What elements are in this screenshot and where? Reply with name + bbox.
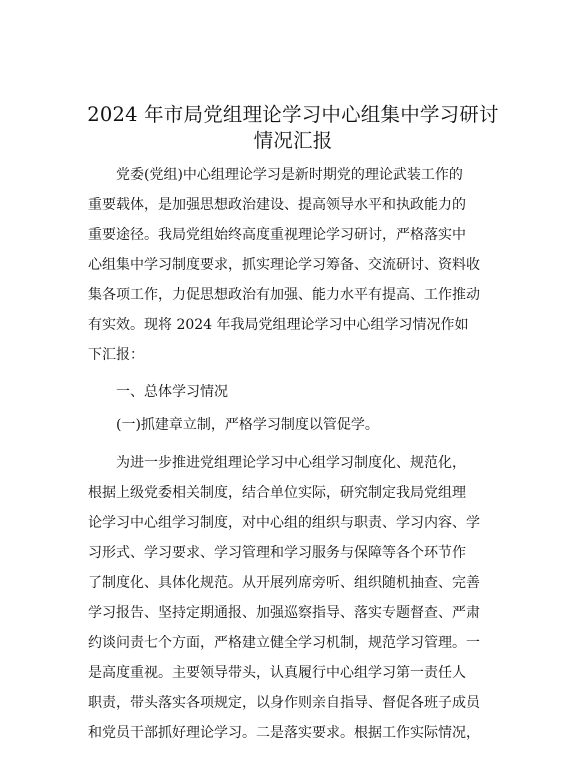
section-heading-1: 一、总体学习情况: [116, 384, 228, 400]
document-title-line-1: 2024 年市局党组理论学习中心组集中学习研讨: [87, 103, 499, 126]
document-title-line-2: 情况汇报: [253, 129, 333, 152]
paragraph-1-line-7: 下汇报：: [88, 347, 144, 363]
paragraph-2-line-7: 约谈问责七个方面，严格建立健全学习机制，规范学习管理。一: [88, 635, 480, 651]
paragraph-1-line-6: 有实效。现将 2024 年我局党组理论学习中心组学习情况作如: [88, 317, 469, 333]
paragraph-2-line-10: 和党员干部抓好理论学习。二是落实要求。根据工作实际情况，: [88, 725, 480, 741]
paragraph-2-line-1: 为进一步推进党组理论学习中心组学习制度化、规范化，: [116, 455, 466, 471]
paragraph-1-line-1: 党委(党组)中心组理论学习是新时期党的理论武装工作的: [116, 167, 463, 183]
paragraph-1-line-2: 重要载体，是加强思想政治建设、提高领导水平和执政能力的: [88, 197, 466, 213]
paragraph-2-line-4: 习形式、学习要求、学习管理和学习服务与保障等各个环节作: [88, 545, 466, 561]
paragraph-2-line-6: 学习报告、坚持定期通报、加强巡察指导、落实专题督查、严肃: [88, 605, 480, 621]
paragraph-2-line-9: 职责，带头落实各项规定，以身作则亲自指导、督促各班子成员: [88, 695, 480, 711]
paragraph-1-line-4: 心组集中学习制度要求，抓实理论学习筹备、交流研讨、资料收: [88, 257, 480, 273]
paragraph-2-line-2: 根据上级党委相关制度，结合单位实际，研究制定我局党组理: [88, 485, 466, 501]
paragraph-2-line-5: 了制度化、具体化规范。从开展列席旁听、组织随机抽查、完善: [88, 575, 480, 591]
paragraph-1-line-3: 重要途径。我局党组始终高度重视理论学习研讨，严格落实中: [88, 227, 466, 243]
paragraph-1-line-5: 集各项工作，力促思想政治有加强、能力水平有提高、工作推动: [88, 287, 480, 303]
section-heading-2: (一)抓建章立制，严格学习制度以管促学。: [116, 417, 379, 433]
paragraph-2-line-8: 是高度重视。主要领导带头，认真履行中心组学习第一责任人: [88, 665, 466, 681]
paragraph-2-line-3: 论学习中心组学习制度，对中心组的组织与职责、学习内容、学: [88, 515, 480, 531]
